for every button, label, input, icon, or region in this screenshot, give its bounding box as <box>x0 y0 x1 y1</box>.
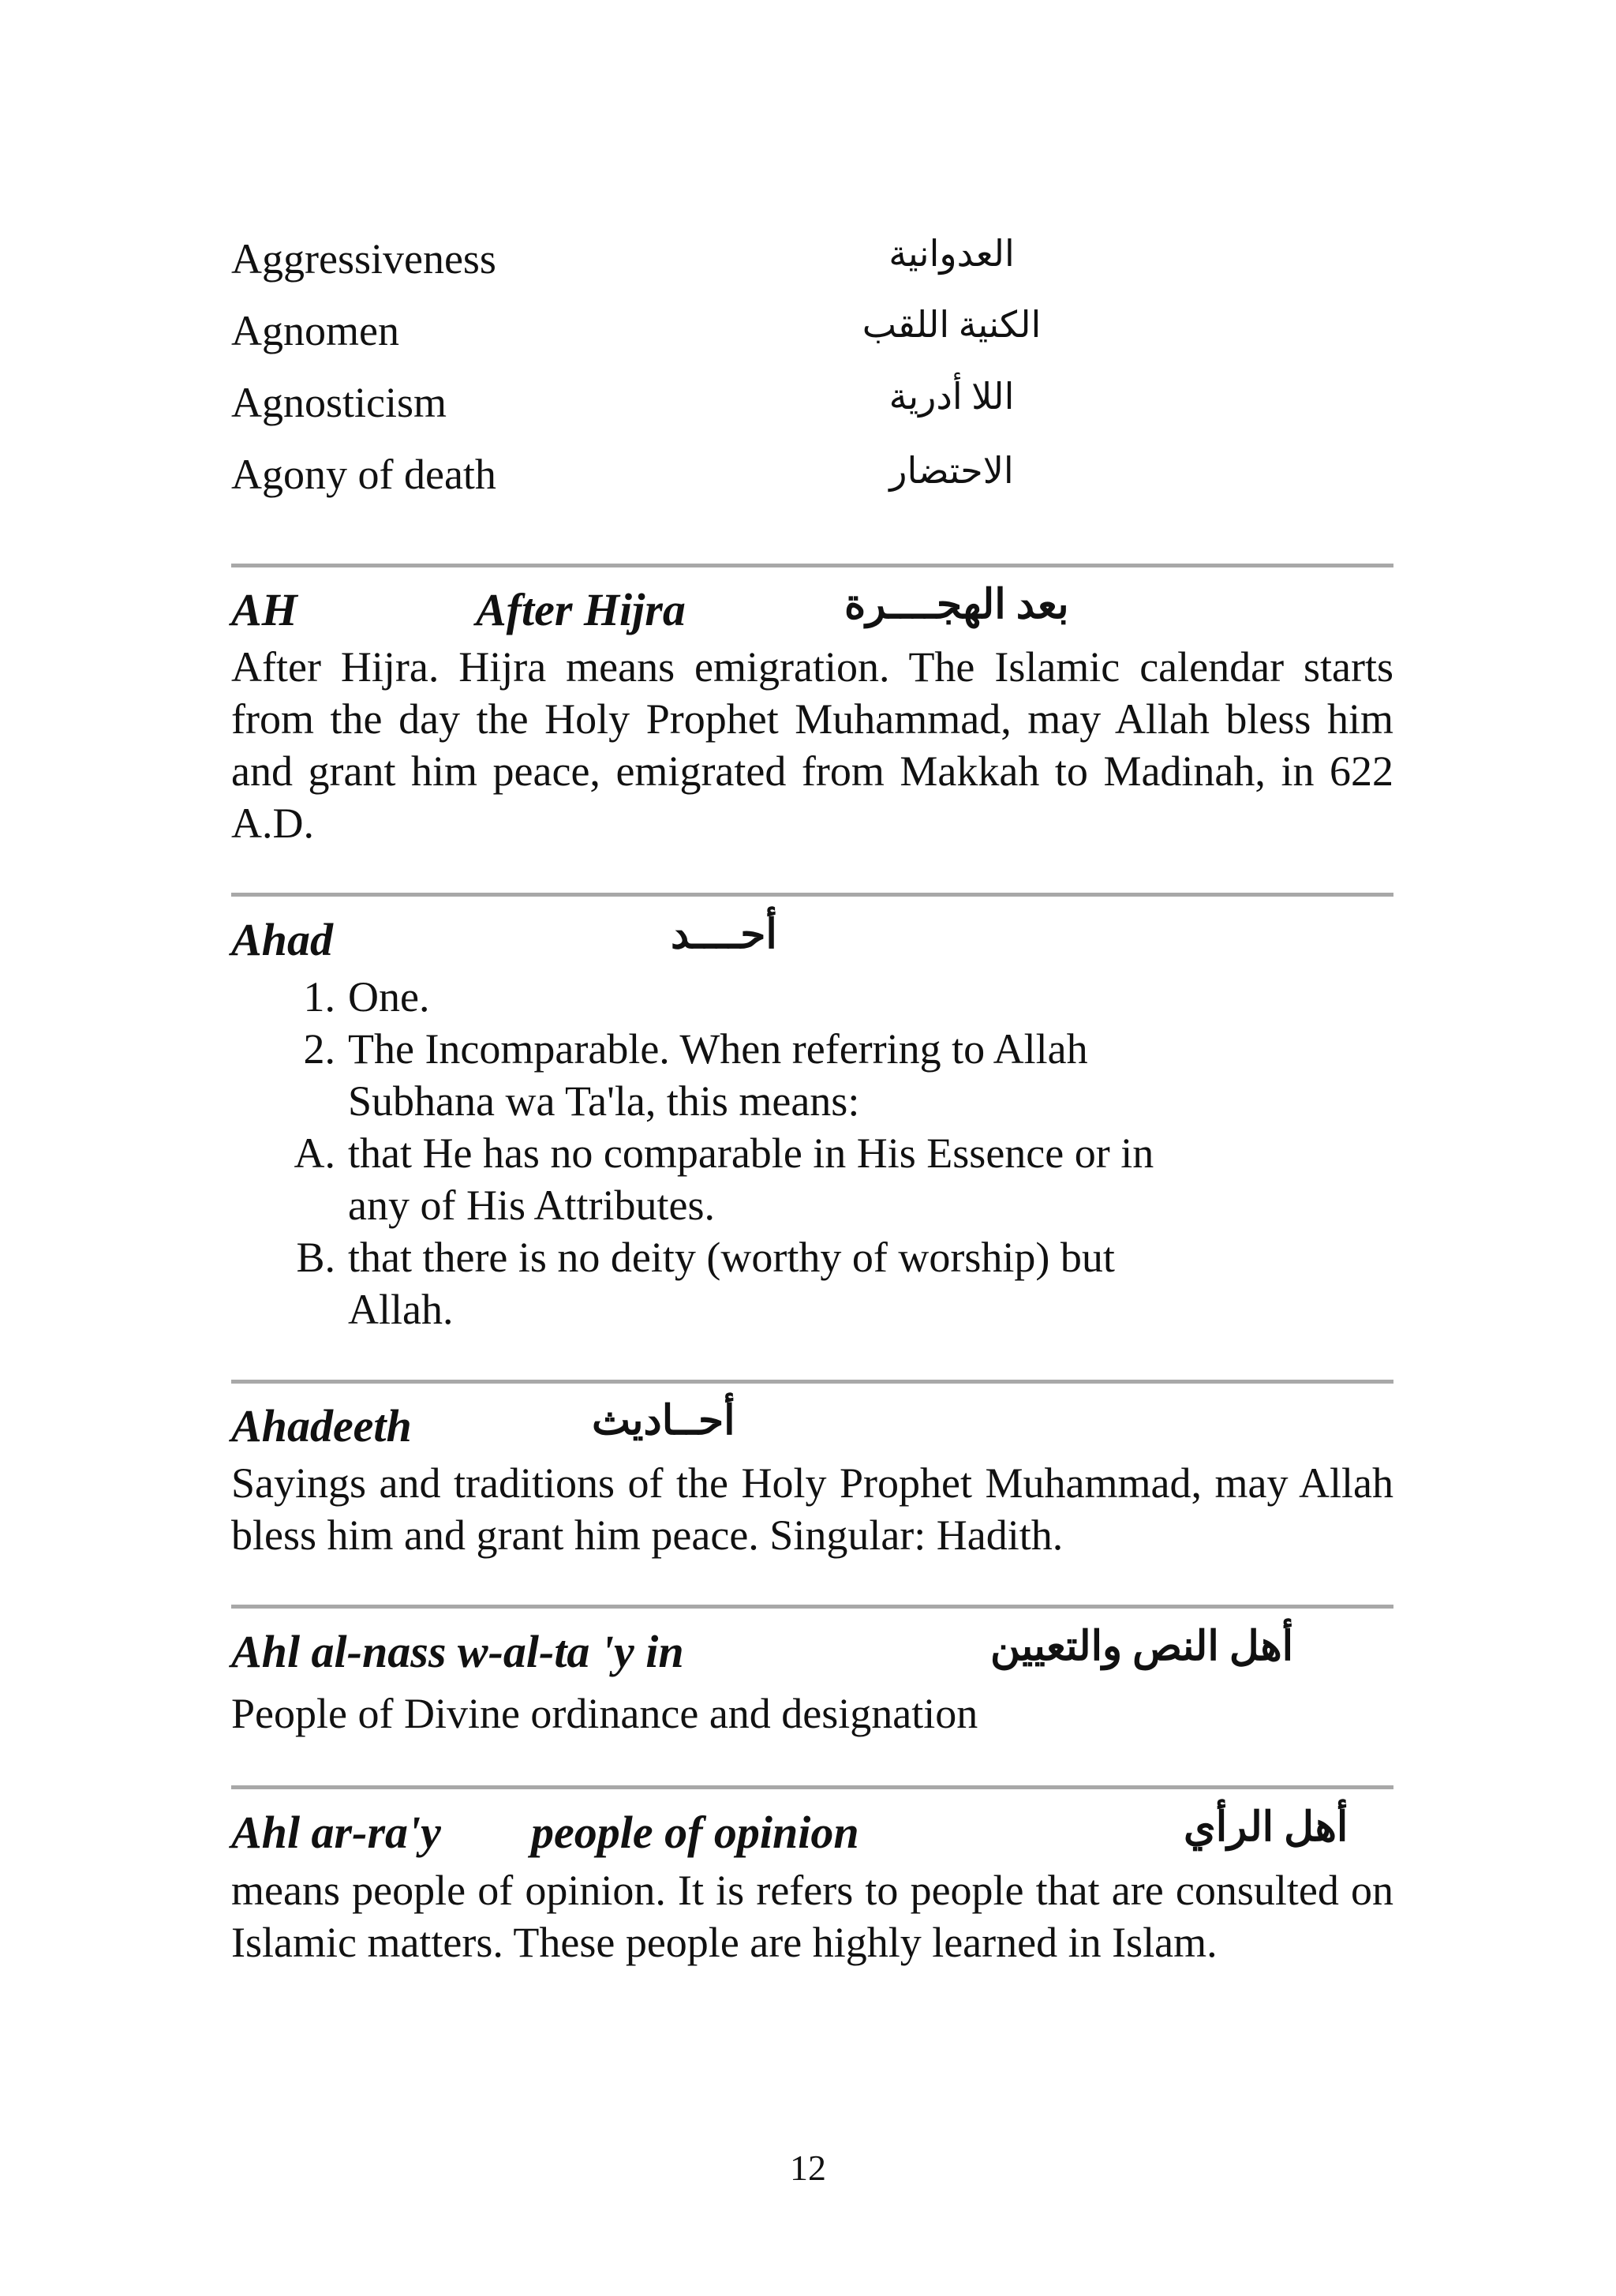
entry-subterm: people of opinion <box>531 1807 859 1858</box>
entry-term: Ahad <box>231 914 333 965</box>
list-item <box>303 1023 1088 1075</box>
entry-term: Ahadeeth <box>231 1400 412 1451</box>
page-number: 12 <box>790 2148 826 2188</box>
entry-definition: means people of opinion. It is refers to people that are consulted on Islamic matters. These people are highly learned in Islam. <box>231 1867 1393 1966</box>
list-marker: A. <box>294 1129 335 1177</box>
entry-term: AH <box>231 584 297 635</box>
list-item <box>294 1127 1154 1179</box>
entry-term: Ahl ar-ra'y <box>231 1807 441 1858</box>
word-english: Agnomen <box>231 307 399 354</box>
entry-definition: Sayings and traditions of the Holy Prophet Muhammad, may Allah bless him and grant him peace. Singular: Hadith. <box>231 1459 1393 1559</box>
word-arabic: العدوانية <box>888 234 1015 274</box>
word-arabic: الكنية اللقب <box>862 305 1042 345</box>
entry-subterm: After Hijra <box>476 584 686 635</box>
list-text: that there is no deity (worthy of worship) but <box>348 1234 1115 1281</box>
entry-arabic: أهل الرأي <box>1184 1805 1349 1850</box>
list-item <box>303 971 430 1023</box>
list-text-continued: Allah. <box>348 1286 454 1333</box>
section-divider <box>231 1380 1393 1384</box>
list-marker: 1. <box>303 973 335 1021</box>
list-text: that He has no comparable in His Essence or in <box>348 1129 1154 1177</box>
word-english: Aggressiveness <box>231 235 496 283</box>
section-divider <box>231 1785 1393 1789</box>
entry-term: Ahl al-nass w-al-ta 'y in <box>231 1626 684 1677</box>
list-item <box>296 1231 1115 1283</box>
list-marker: B. <box>296 1234 335 1281</box>
entry-arabic: أحــاديث <box>592 1399 735 1444</box>
entry-definition: People of Divine ordinance and designation <box>231 1690 978 1737</box>
list-text: One. <box>348 973 430 1021</box>
word-arabic: الاحتضار <box>889 451 1014 491</box>
list-marker: 2. <box>303 1025 335 1073</box>
section-divider <box>231 893 1393 897</box>
section-divider <box>231 1605 1393 1609</box>
list-text-continued: Subhana wa Ta'la, this means: <box>348 1077 860 1125</box>
section-divider <box>231 564 1393 567</box>
list-text: The Incomparable. When referring to Allah <box>348 1025 1088 1073</box>
word-english: Agnosticism <box>231 379 447 426</box>
entry-arabic: بعد الهجــــرة <box>844 582 1069 627</box>
list-text-continued: any of His Attributes. <box>348 1182 715 1229</box>
entry-arabic: أحــــد <box>671 912 777 957</box>
word-arabic: اللا أدرية <box>888 376 1015 417</box>
word-english: Agony of death <box>231 451 496 498</box>
entry-definition: After Hijra. Hijra means emigration. The Islamic calendar starts from the day the Holy Prophet Muhammad, may Allah bless him and grant him peace, emigrated from Makkah to Madinah, in 622 A.D. <box>231 643 1393 847</box>
entry-arabic: أهل النص والتعيين <box>990 1624 1294 1669</box>
